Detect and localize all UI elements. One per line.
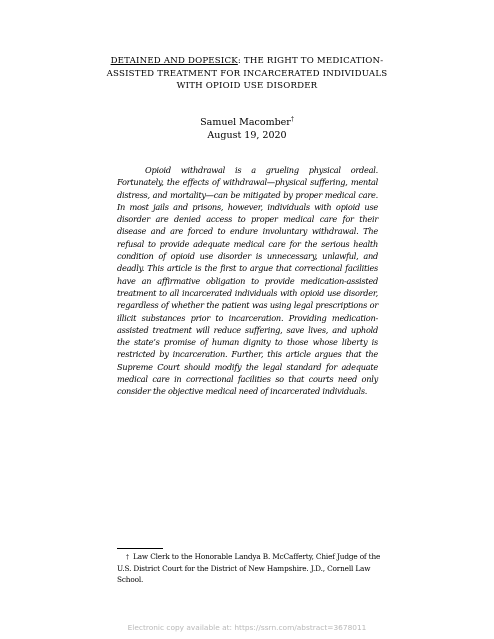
publication-date: August 19, 2020 — [207, 130, 287, 141]
author-footnote-mark[interactable]: † — [290, 116, 294, 123]
paper-title — [0, 55, 494, 93]
title-line-1-rest: : THE RIGHT TO MEDICATION- — [237, 56, 384, 66]
title-line-2: ASSISTED TREATMENT FOR INCARCERATED INDIVIDUALS — [106, 68, 388, 79]
footnote-text: Law Clerk to the Honorable Landya B. McCafferty, Chief Judge of the U.S. District Court for the District of New Hampshire. J.D., Cornell Law School. — [117, 552, 381, 584]
footnote-divider — [117, 548, 163, 549]
title-underlined-part: DETAINED AND DOPESICK — [110, 56, 238, 66]
abstract-paragraph: Opioid withdrawal is a grueling physical ordeal. Fortunately, the effects of withdrawal—physical suffering, mental distress, and mortality—can be mitigated by proper medical care. In most jails and prisons, however, individuals with opioid use disorder are denied access to proper medical care for their disease and are forced to endure involuntary withdrawal. The refusal to provide adequate medical care for the serious health condition of opioid use disorder is unnecessary, unlawful, and deadly. This article is the first to argue that correctional facilities have an affirmative obligation to provide medication-assisted treatment to all incarcerated individuals with opioid use disorder, regardless of whether the patient was using legal prescriptions or illicit substances prior to incarceration. Providing medication-assisted treatment will reduce suffering, save lives, and uphold the state’s promise of human dignity to those whose liberty is restricted by incarceration. Further, this article argues that the Supreme Court should modify the legal standard for adequate medical care in correctional facilities so that courts need only consider the objective medical need of incarcerated individuals. — [117, 165, 378, 397]
author-name: Samuel Macomber — [200, 117, 291, 128]
author-line — [0, 117, 494, 130]
title-line-1 — [0, 55, 494, 68]
footnote — [117, 552, 385, 585]
footnote-mark: † — [126, 554, 129, 561]
title-line-3: WITH OPIOID USE DISORDER — [176, 81, 318, 91]
ssrn-watermark[interactable]: Electronic copy available at: https://ssrn.com/abstract=3678011 — [127, 623, 367, 632]
